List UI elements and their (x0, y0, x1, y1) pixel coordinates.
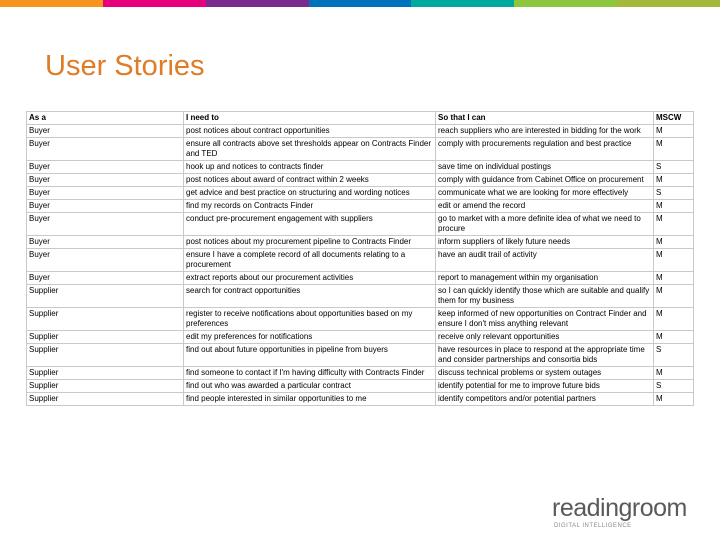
cell-benefit: have an audit trail of activity (436, 249, 654, 272)
cell-role: Buyer (27, 125, 184, 138)
color-bar-segment (514, 0, 617, 7)
table-row (27, 308, 694, 331)
cell-priority: M (654, 249, 694, 272)
table-row (27, 200, 694, 213)
logo-wordmark: readingroom (552, 494, 687, 522)
cell-priority: M (654, 272, 694, 285)
cell-priority: M (654, 125, 694, 138)
cell-priority: S (654, 187, 694, 200)
top-color-bar (0, 0, 720, 7)
cell-priority: M (654, 393, 694, 406)
header-i-need-to: I need to (184, 112, 436, 125)
cell-role: Buyer (27, 249, 184, 272)
header-so-that-i-can: So that I can (436, 112, 654, 125)
cell-benefit: comply with procurements regulation and best practice (436, 138, 654, 161)
table-row (27, 249, 694, 272)
user-stories-table (26, 111, 694, 406)
cell-role: Buyer (27, 138, 184, 161)
cell-need: register to receive notifications about opportunities based on my preferences (184, 308, 436, 331)
cell-priority: M (654, 308, 694, 331)
cell-benefit: save time on individual postings (436, 161, 654, 174)
cell-role: Supplier (27, 393, 184, 406)
color-bar-segment (309, 0, 412, 7)
cell-priority: M (654, 285, 694, 308)
table-row (27, 236, 694, 249)
cell-benefit: reach suppliers who are interested in bidding for the work (436, 125, 654, 138)
cell-role: Buyer (27, 174, 184, 187)
cell-priority: M (654, 236, 694, 249)
color-bar-segment (617, 0, 720, 7)
table-body (27, 125, 694, 406)
cell-benefit: so I can quickly identify those which are suitable and qualify them for my business (436, 285, 654, 308)
cell-role: Supplier (27, 344, 184, 367)
color-bar-segment (206, 0, 309, 7)
cell-benefit: identify potential for me to improve future bids (436, 380, 654, 393)
cell-need: find my records on Contracts Finder (184, 200, 436, 213)
table-row (27, 380, 694, 393)
cell-benefit: report to management within my organisation (436, 272, 654, 285)
cell-priority: M (654, 213, 694, 236)
cell-need: hook up and notices to contracts finder (184, 161, 436, 174)
table-row (27, 272, 694, 285)
cell-need: conduct pre-procurement engagement with suppliers (184, 213, 436, 236)
cell-need: post notices about my procurement pipeline to Contracts Finder (184, 236, 436, 249)
cell-benefit: communicate what we are looking for more effectively (436, 187, 654, 200)
cell-benefit: keep informed of new opportunities on Contract Finder and ensure I don't miss anything relevant (436, 308, 654, 331)
cell-role: Buyer (27, 213, 184, 236)
cell-role: Buyer (27, 236, 184, 249)
cell-priority: S (654, 161, 694, 174)
cell-priority: M (654, 174, 694, 187)
cell-benefit: edit or amend the record (436, 200, 654, 213)
cell-benefit: discuss technical problems or system outages (436, 367, 654, 380)
color-bar-segment (103, 0, 206, 7)
cell-need: find out who was awarded a particular contract (184, 380, 436, 393)
cell-need: get advice and best practice on structuring and wording notices (184, 187, 436, 200)
table-row (27, 344, 694, 367)
cell-benefit: have resources in place to respond at the appropriate time and consider partnerships and consortia bids (436, 344, 654, 367)
cell-role: Buyer (27, 187, 184, 200)
cell-need: ensure all contracts above set thresholds appear on Contracts Finder and TED (184, 138, 436, 161)
cell-need: find people interested in similar opportunities to me (184, 393, 436, 406)
cell-need: find someone to contact if I'm having difficulty with Contracts Finder (184, 367, 436, 380)
cell-need: post notices about award of contract within 2 weeks (184, 174, 436, 187)
cell-priority: M (654, 138, 694, 161)
color-bar-segment (0, 0, 103, 7)
readingroom-logo (552, 495, 692, 535)
cell-role: Supplier (27, 285, 184, 308)
table-row (27, 138, 694, 161)
cell-priority: S (654, 380, 694, 393)
cell-need: extract reports about our procurement activities (184, 272, 436, 285)
cell-need: post notices about contract opportunities (184, 125, 436, 138)
table-row (27, 393, 694, 406)
table-row (27, 213, 694, 236)
table-row (27, 187, 694, 200)
cell-role: Supplier (27, 367, 184, 380)
cell-priority: S (654, 344, 694, 367)
cell-priority: M (654, 367, 694, 380)
cell-role: Supplier (27, 380, 184, 393)
header-mscw: MSCW (654, 112, 694, 125)
header-as-a: As a (27, 112, 184, 125)
cell-benefit: identify competitors and/or potential partners (436, 393, 654, 406)
logo-tagline: DIGITAL INTELLIGENCE (554, 523, 632, 529)
cell-role: Buyer (27, 200, 184, 213)
slide-title: User Stories (45, 50, 205, 82)
table-row (27, 367, 694, 380)
table-header-row (27, 112, 694, 125)
cell-benefit: comply with guidance from Cabinet Office on procurement (436, 174, 654, 187)
cell-role: Supplier (27, 308, 184, 331)
cell-need: edit my preferences for notifications (184, 331, 436, 344)
cell-benefit: inform suppliers of likely future needs (436, 236, 654, 249)
table-row (27, 125, 694, 138)
cell-need: ensure I have a complete record of all documents relating to a procurement (184, 249, 436, 272)
table-row (27, 285, 694, 308)
table-row (27, 174, 694, 187)
cell-priority: M (654, 200, 694, 213)
table-row (27, 331, 694, 344)
cell-benefit: go to market with a more definite idea of what we need to procure (436, 213, 654, 236)
cell-need: search for contract opportunities (184, 285, 436, 308)
cell-role: Buyer (27, 272, 184, 285)
cell-role: Buyer (27, 161, 184, 174)
color-bar-segment (411, 0, 514, 7)
cell-priority: M (654, 331, 694, 344)
table-row (27, 161, 694, 174)
cell-role: Supplier (27, 331, 184, 344)
cell-benefit: receive only relevant opportunities (436, 331, 654, 344)
cell-need: find out about future opportunities in pipeline from buyers (184, 344, 436, 367)
